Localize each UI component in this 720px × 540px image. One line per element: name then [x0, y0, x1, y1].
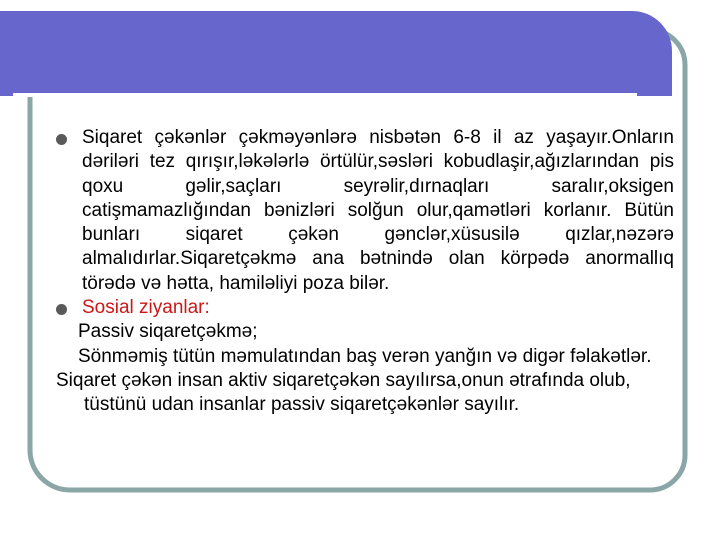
body-paragraph-3: Passiv siqaretçəkmə; — [78, 321, 258, 343]
header-rule — [13, 93, 637, 97]
social-harms-heading: Sosial ziyanlar: — [82, 297, 210, 319]
paragraph-3 — [56, 320, 674, 344]
slide-content — [56, 126, 674, 418]
bullet-paragraph-2 — [56, 296, 674, 320]
body-paragraph-4: Sönməmiş tütün məmulatından baş verən yanğın və digər fəlakətlər. — [78, 345, 652, 367]
paragraph-5 — [56, 369, 674, 418]
bullet-paragraph-1 — [56, 126, 674, 296]
body-paragraph-5: Siqaret çəkən insan aktiv siqaretçəkən sayılırsa,onun ətrafında olub, tüstünü udan insanlar passiv siqaretçəkənlər sayılır. — [56, 369, 631, 416]
header-band — [0, 11, 672, 96]
paragraph-4 — [56, 345, 674, 369]
bullet-dot-icon — [56, 134, 67, 145]
body-paragraph-1: Siqaret çəkənlər çəkməyənlərə nisbətən 6-8 il az yaşayır.Onların dəriləri tez qırışır,ləkələrlə örtülür,səsləri kobudlaşir,ağızlarından pis qoxu gəlir,saçları seyrəlir,dırnaqları saralır,oksigen catişmamazlığından bənizləri solğun olur,qamətləri korlanır. Bütün bunları siqaret çəkən gənclər,xüsusilə qızlar,nəzərə almalıdırlar.Siqaretçəkmə ana bətnində olan körpədə anormallıq törədə və hətta, hamiləliyi poza bilər. — [82, 127, 674, 294]
bullet-dot-icon — [56, 304, 67, 315]
